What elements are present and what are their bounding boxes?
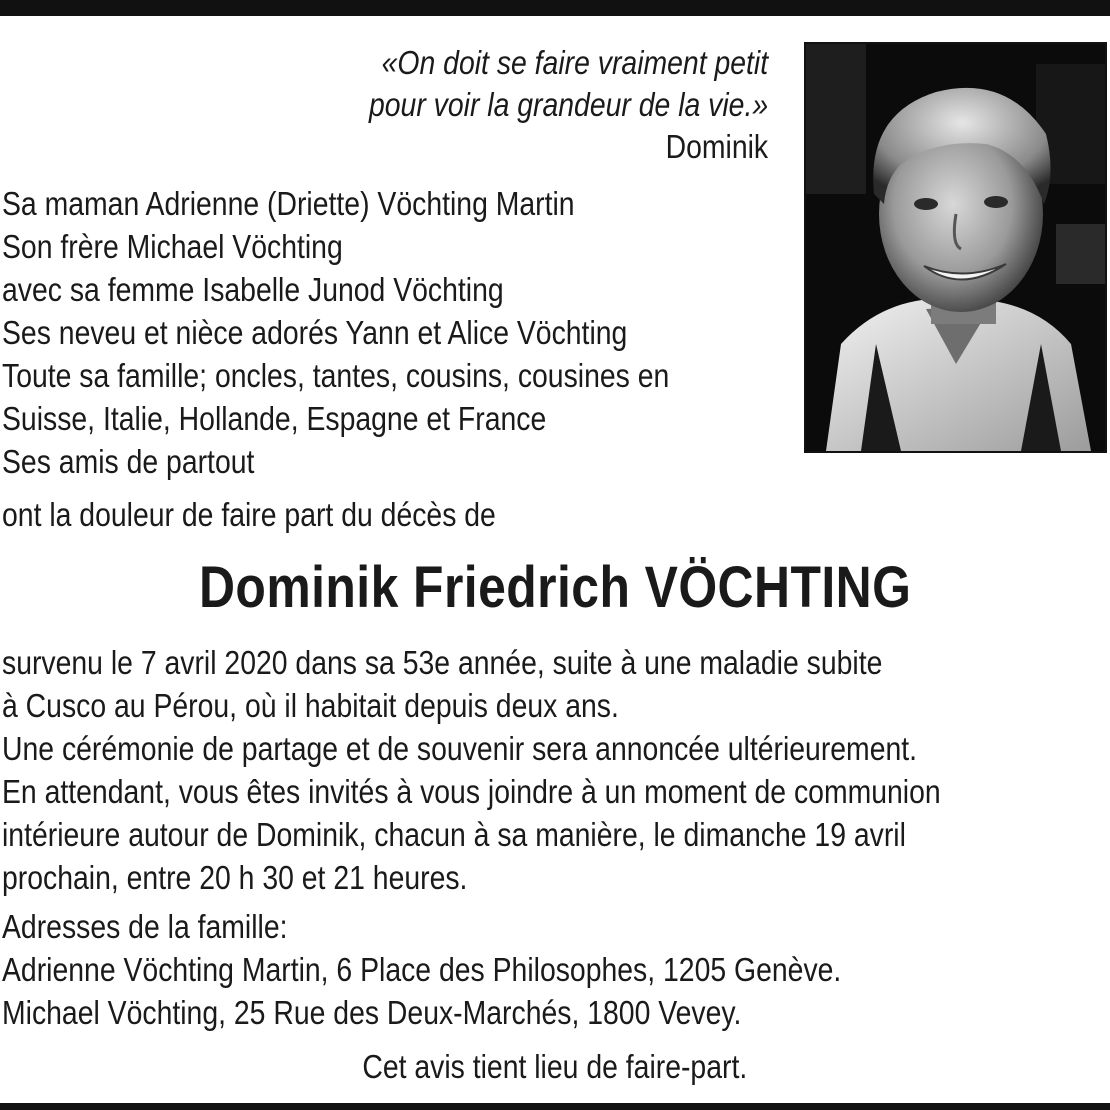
family-line-5: Toute sa famille; oncles, tantes, cousins, cousines en <box>2 357 670 394</box>
family-list <box>2 182 669 483</box>
portrait-photo <box>804 42 1107 453</box>
top-rule <box>0 0 1110 16</box>
address-line-2: Michael Vöchting, 25 Rue des Deux-Marchés, 1800 Vevey. <box>2 994 742 1031</box>
closing-text: Cet avis tient lieu de faire-part. <box>362 1048 748 1085</box>
quote-line-1: «On doit se faire vraiment petit <box>381 44 768 81</box>
portrait-icon <box>806 44 1105 451</box>
intro-text: ont la douleur de faire part du décès de <box>2 496 496 533</box>
deceased-name-text: Dominik Friedrich VÖCHTING <box>198 555 912 620</box>
details-line-4: En attendant, vous êtes invités à vous joindre à un moment de communion <box>2 773 941 810</box>
address-line-1: Adrienne Vöchting Martin, 6 Place des Philosophes, 1205 Genève. <box>2 951 842 988</box>
quote-author: Dominik <box>665 128 768 165</box>
details-line-2: à Cusco au Pérou, où il habitait depuis deux ans. <box>2 687 619 724</box>
family-line-4: Ses neveu et nièce adorés Yann et Alice Vöchting <box>2 314 628 351</box>
family-line-3: avec sa femme Isabelle Junod Vöchting <box>2 271 504 308</box>
closing-note <box>0 1045 1110 1088</box>
deceased-name <box>0 548 1110 628</box>
family-line-7: Ses amis de partout <box>2 443 255 480</box>
details-line-1: survenu le 7 avril 2020 dans sa 53e année, suite à une maladie subite <box>2 644 883 681</box>
details-line-6: prochain, entre 20 h 30 et 21 heures. <box>2 859 468 896</box>
announcement-intro <box>2 493 496 536</box>
death-details <box>2 641 941 899</box>
epigraph-quote <box>369 42 768 168</box>
quote-line-2: pour voir la grandeur de la vie.» <box>368 86 768 123</box>
family-line-2: Son frère Michael Vöchting <box>2 228 343 265</box>
details-line-5: intérieure autour de Dominik, chacun à sa manière, le dimanche 19 avril <box>2 816 906 853</box>
addresses-heading: Adresses de la famille: <box>2 908 288 945</box>
family-addresses <box>2 905 841 1034</box>
family-line-1: Sa maman Adrienne (Driette) Vöchting Martin <box>2 185 575 222</box>
bottom-rule <box>0 1103 1110 1110</box>
family-line-6: Suisse, Italie, Hollande, Espagne et France <box>2 400 547 437</box>
details-line-3: Une cérémonie de partage et de souvenir sera annoncée ultérieurement. <box>2 730 918 767</box>
